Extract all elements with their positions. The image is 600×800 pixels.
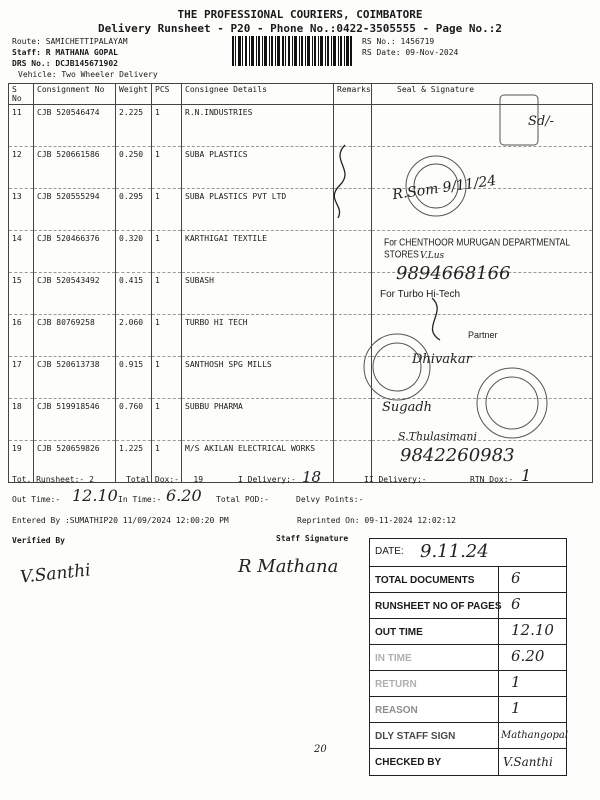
stamp-row-label: IN TIME [375,653,412,664]
cell-remarks [334,189,372,231]
signature-row19-name: S.Thulasimani [398,430,477,443]
rtn-dox-label: RTN Dox:- [470,475,514,484]
cell-consignee: M/S AKILAN ELECTRICAL WORKS [182,441,334,483]
stamp-row-value-cell [498,723,567,749]
col-pcs: PCS [152,84,182,105]
stamp-row-label: REASON [375,705,418,716]
cell-pcs: 1 [152,315,182,357]
cell-consignee: SANTHOSH SPG MILLS [182,357,334,399]
cell-sno: 19 [9,441,34,483]
table-row [9,357,593,399]
stamp-row-label: CHECKED BY [375,757,442,768]
rtn-dox-value: 1 [521,466,532,485]
verified-by-label: Verified By [12,536,65,545]
stamp-row-value: 6 [511,569,521,587]
stamp-row-return [370,670,566,697]
cell-sno: 16 [9,315,34,357]
total-dox: Total Dox:- 19 [126,475,204,484]
stamp-row-value-cell [498,697,567,723]
cell-weight: 0.250 [116,147,152,189]
cell-consignee: R.N.INDUSTRIES [182,105,334,147]
total-pod: Total POD:- [216,495,269,504]
stamp-row-checked-by [370,748,566,776]
staff-value: R MATHANA GOPAL [45,48,118,57]
cell-pcs: 1 [152,399,182,441]
stamp-row-value-cell [498,619,567,645]
cell-sno: 12 [9,147,34,189]
stamp-row-value: 6 [511,595,521,613]
cell-sno: 14 [9,231,34,273]
stamp-date-label: DATE: [375,546,404,557]
signature-row18: Sugadh [382,400,433,415]
signature-row11: Sd/- [528,114,554,129]
stamp-row-value-cell [498,645,567,671]
stamp-row-in-time [370,644,566,671]
cell-weight: 1.225 [116,441,152,483]
col-weight: Weight [116,84,152,105]
cell-seal [372,357,593,399]
cell-consignment: CJB 520661586 [34,147,116,189]
cell-consignment: CJB 520555294 [34,189,116,231]
company-title: THE PROFESSIONAL COURIERS, COIMBATORE [177,8,423,21]
barcode-image [232,36,352,66]
stamp-row-label: DLY STAFF SIGN [375,731,456,742]
stamp-row-value: Mathangopal [501,730,569,741]
cell-pcs: 1 [152,147,182,189]
stamp-row-value-cell [498,567,567,593]
table-row [9,105,593,147]
route-label: Route: [12,37,41,46]
phone-row19: 9842260983 [400,445,515,466]
verified-by-signature: V.Santhi [19,560,92,588]
stamp-row16: For Turbo Hi-Tech [380,289,461,300]
phone-row15: 9894668166 [396,263,511,284]
entered-by: Entered By :SUMATHIP20 11/09/2024 12:00:20 PM [12,516,229,525]
cell-sno: 18 [9,399,34,441]
cell-remarks [334,399,372,441]
cell-weight: 0.295 [116,189,152,231]
signature-row13: R.Som 9/11/24 [391,172,498,204]
stamp-row-value: 1 [511,699,521,717]
stamp-row-label: OUT TIME [375,627,423,638]
in-time-label: In Time:- [118,495,162,504]
stamp-date-value: 9.11.24 [420,541,489,562]
route-line [12,37,128,46]
cell-sno: 15 [9,273,34,315]
cell-consignee: SUBBU PHARMA [182,399,334,441]
staff-signature: R Mathana [238,556,339,577]
rs-number: RS No.: 1456719 [362,37,435,46]
stamp-row-label: TOTAL DOCUMENTS [375,575,475,586]
cell-pcs: 1 [152,105,182,147]
staff-signature-label: Staff Signature [276,534,349,543]
cell-consignee: SUBA PLASTICS PVT LTD [182,189,334,231]
out-time-value: 12.10 [72,486,118,505]
cell-sno: 17 [9,357,34,399]
route-value: SAMICHETTIPALAYAM [45,37,128,46]
col-sno: S No [9,84,34,105]
cell-weight: 2.060 [116,315,152,357]
stamp-row-label: RETURN [375,679,417,690]
out-time-label: Out Time:- [12,495,61,504]
col-seal: Seal & Signature [372,84,593,105]
stamp-row-value-cell [498,593,567,619]
cell-weight: 2.225 [116,105,152,147]
stamp-row-dly-staff-sign [370,722,569,749]
stamp-row14: For CHENTHOOR MURUGAN DEPARTMENTAL STORES [384,236,570,260]
stamp-row-value-cell [498,671,567,697]
cell-consignment: CJB 520613738 [34,357,116,399]
cell-remarks [334,231,372,273]
stamp-row-label: RUNSHEET NO OF PAGES [375,601,502,612]
stamp-row-value: 1 [511,673,521,691]
stamp-row-value-cell [498,749,567,776]
stamp-row-reason [370,696,566,723]
stamp-row-value: V.Santhi [503,755,553,769]
cell-remarks [334,105,372,147]
cell-consignee: TURBO HI TECH [182,315,334,357]
cell-consignee: SUBA PLASTICS [182,147,334,189]
stamp-row-value: 12.10 [511,621,554,639]
cell-remarks [334,273,372,315]
table-header-row [9,84,593,105]
i-delivery-value: 18 [302,468,322,486]
cell-sno: 13 [9,189,34,231]
drs-value: DCJB145671902 [55,59,118,68]
staff-line [12,48,118,57]
runsheet-title: Delivery Runsheet - P20 - Phone No.:0422-3505555 - Page No.:2 [98,22,502,35]
cell-remarks [334,357,372,399]
col-consignment: Consignment No [34,84,116,105]
cell-consignee: KARTHIGAI TEXTILE [182,231,334,273]
verification-stamp-box [369,538,567,776]
tot-runsheet: Tot. Runsheet:- 2 [12,475,94,484]
reprinted-on: Reprinted On: 09-11-2024 12:02:12 [297,516,456,525]
table-row [9,399,593,441]
cell-remarks [334,147,372,189]
stamp-row-total-documents [370,566,566,593]
cell-pcs: 1 [152,231,182,273]
cell-consignee: SUBASH [182,273,334,315]
partner-label: Partner [468,330,498,340]
cell-consignment: CJB 80769258 [34,315,116,357]
staff-label: Staff: [12,48,41,57]
col-remarks: Remarks [334,84,372,105]
cell-pcs: 1 [152,189,182,231]
stamp-row-runsheet-pages [370,592,566,619]
cell-consignment: CJB 520546474 [34,105,116,147]
i-delivery-label: I Delivery:- [238,475,296,484]
delvy-points: Delvy Points:- [296,495,364,504]
table-row [9,147,593,189]
in-time-value: 6.20 [166,486,202,505]
cell-weight: 0.415 [116,273,152,315]
cell-sno: 11 [9,105,34,147]
cell-remarks [334,315,372,357]
cell-pcs: 1 [152,357,182,399]
signature-row14: V.Lus [420,251,445,261]
table-row [9,315,593,357]
signature-row17: Dhivakar [412,352,472,367]
cell-consignment: CJB 520543492 [34,273,116,315]
cell-weight: 0.915 [116,357,152,399]
cell-consignment: CJB 520466376 [34,231,116,273]
cell-pcs: 1 [152,441,182,483]
ii-delivery: II Delivery:- [364,475,427,484]
cell-consignment: CJB 519918546 [34,399,116,441]
cell-weight: 0.760 [116,399,152,441]
table-row [9,189,593,231]
stray-mark: 20 [314,744,327,755]
vehicle-line: Vehicle: Two Wheeler Delivery [18,70,158,79]
drs-label: DRS No.: [12,59,51,68]
cell-consignment: CJB 520659826 [34,441,116,483]
drs-line [12,59,118,68]
cell-seal [372,105,593,147]
stamp-row-out-time [370,618,566,645]
cell-weight: 0.320 [116,231,152,273]
stamp-row-value: 6.20 [511,647,545,665]
cell-pcs: 1 [152,273,182,315]
col-consignee: Consignee Details [182,84,334,105]
rs-date: RS Date: 09-Nov-2024 [362,48,459,57]
